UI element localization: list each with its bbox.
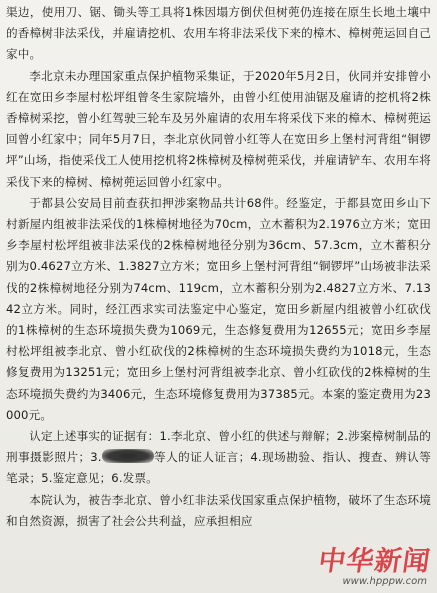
watermark-url: www.hpppw.com bbox=[342, 576, 427, 587]
paragraph-4 bbox=[6, 426, 431, 490]
document-body bbox=[6, 2, 431, 532]
site-watermark bbox=[281, 539, 431, 587]
paragraph-2: 李北京未办理国家重点保护植物采集证，于2020年5月2日，伙同并安排曾小红在宽田乡李屋村松坪组曾冬生家院墙外，由曾小红使用油锯及雇请的挖机将2株香樟树采挖，曾小红驾驶三轮车及另外雇请的农用车将采伐下来的樟木、樟树蔸运回曾小红家中；同年5月7日，李北京伙同曾小红等人在宽田乡上堡村河背组“铜锣坪”山场，指使采伐工人使用挖机将2株樟树及樟树蔸采伐，并雇请铲车、农用车将采伐下来的樟树、樟树蔸运回曾小红家中。 bbox=[6, 68, 431, 189]
paragraph-1: 渠边，使用刀、锯、锄头等工具将1株因塌方倒伏但树蔸仍连接在原生长地土壤中的香樟树非法采伐，并雇请挖机、农用车将非法采伐下来的樟木、樟树蔸运回自己家中。 bbox=[6, 5, 431, 62]
paragraph-3: 于都县公安局目前查获扣押涉案物品共计68件。经鉴定，于都县宽田乡山下村新屋内组被非法采伐的1株樟树地径为70cm，立木蓄积为2.1976立方米；宽田乡李屋村松坪组被非法采伐的2株樟树地径分别为36cm、57.3cm，立木蓄积分别为0.4627立方米、1.3827立方米；宽田乡上堡村河背组“铜锣坪”山场被非法采伐的2株樟树地径分别为74cm、119cm，立木蓄积分别为2.4827立方米、7.1342立方米。同时，经江西求实司法鉴定中心鉴定，宽田乡新屋内组被曾小红砍伐的1株樟树的生态环境损失费为1069元，生态修复费用为12655元；宽田乡李屋村松坪组被李北京、曾小红砍伐的2株樟树的生态环境损失费约为1018元，生态修复费用为13251元；宽田乡上堡村河背组被李北京、曾小红砍伐的2株樟树的生态环境损失费约为3406元，生态环境修复费用为37385元。本案的鉴定费用为23000元。 bbox=[6, 195, 431, 422]
evidence-text-start: 认定上述事实的证据有：1.李北京、曾小红的供述与辩解；2.涉案樟树制品的刑事摄影照片；3. bbox=[6, 429, 431, 465]
evidence-text-end: 等人的证人证言；4.现场勘验、指认、搜查、辨认等笔录；5.鉴定意见；6.发票。 bbox=[6, 450, 431, 486]
paragraph-5: 本院认为，被告李北京、曾小红非法采伐国家重点保护植物，破坏了生态环境和自然资源，损害了社会公共利益，应承担相应 bbox=[6, 492, 431, 528]
watermark-logo-text: 中华新闻 bbox=[316, 546, 433, 577]
redaction-mark bbox=[102, 449, 154, 463]
